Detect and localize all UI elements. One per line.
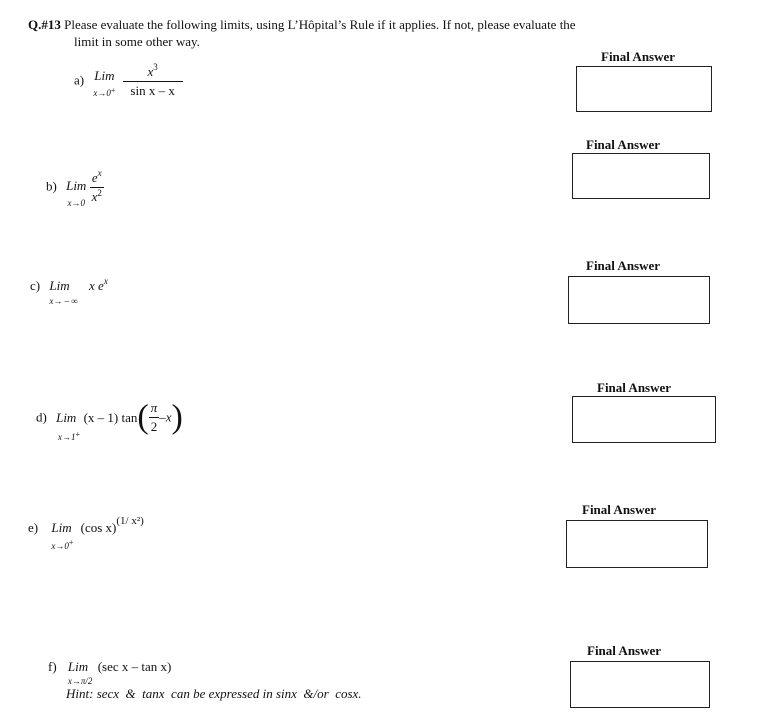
part-e-sub-sup: + — [68, 538, 74, 547]
part-f-expr: (sec x – tan x) — [97, 659, 172, 674]
part-e-label: e) — [28, 520, 39, 535]
final-answer-box-f[interactable] — [570, 661, 710, 708]
part-a-numerator: x — [147, 64, 154, 79]
part-a-label: a) — [74, 72, 85, 88]
part-f-sub: x→π/2 — [67, 676, 93, 686]
part-c-expr: x e — [89, 278, 104, 293]
final-answer-label-d: Final Answer — [597, 380, 672, 395]
question-number: Q.#13 — [28, 17, 61, 32]
part-d-frac-num: π — [150, 400, 158, 415]
part-d-right-paren: ) — [171, 398, 183, 436]
part-c-label: c) — [30, 278, 41, 293]
part-a-numerator-sup: 3 — [153, 62, 158, 72]
question-line-1 — [28, 16, 668, 33]
part-e-expr: (cos x) — [80, 520, 117, 535]
final-answer-label-e: Final Answer — [582, 502, 657, 517]
final-answer-label-b: Final Answer — [586, 137, 661, 152]
part-d-lim: Lim — [56, 409, 77, 425]
final-answer-box-d[interactable] — [572, 396, 716, 443]
part-b-denominator: x — [91, 189, 98, 204]
part-d-left-paren: ( — [137, 398, 149, 436]
part-f-label: f) — [48, 659, 57, 674]
final-answer-box-e[interactable] — [566, 520, 708, 568]
part-a-sub-sup: + — [110, 85, 116, 95]
question-prompt-2: limit in some other way. — [74, 34, 200, 49]
part-d-expr-post: –x — [159, 409, 172, 425]
part-e-lim: Lim — [51, 520, 72, 535]
part-a-lim: Lim — [94, 67, 115, 83]
part-c-expr-sup: x — [103, 276, 108, 286]
final-answer-label-c: Final Answer — [586, 258, 661, 273]
question-header — [28, 16, 668, 50]
part-a-denominator: sin x – x — [123, 81, 183, 99]
part-e-expr-sup: (1/ x²) — [116, 515, 144, 527]
part-d-frac-den: 2 — [150, 419, 158, 434]
final-answer-label-f: Final Answer — [587, 643, 662, 658]
part-d-expr-pre: (x – 1) tan — [83, 409, 138, 425]
final-answer-box-a[interactable] — [576, 66, 712, 112]
part-b-numerator-sup: x — [97, 168, 102, 178]
part-d-fraction — [149, 400, 160, 435]
final-answer-box-c[interactable] — [568, 276, 710, 324]
part-a — [74, 64, 183, 99]
part-a-sub: x→0 — [93, 87, 111, 98]
part-d-label: d) — [36, 409, 47, 425]
part-f-hint: Hint: secx & tanx can be expressed in sinx &/or cosx. — [66, 686, 362, 701]
part-b-lim: Lim — [66, 177, 87, 193]
part-c-sub: x→ – ∞ — [49, 296, 78, 306]
part-d-sub: x→1 — [58, 432, 76, 442]
final-answer-label-a: Final Answer — [601, 49, 676, 64]
final-answer-box-b[interactable] — [572, 153, 710, 199]
part-b-denominator-sup: 2 — [97, 188, 102, 198]
part-a-fraction — [123, 64, 183, 99]
part-e — [28, 515, 144, 552]
part-c-lim: Lim — [49, 278, 70, 293]
part-e-sub: x→0 — [51, 541, 69, 551]
part-c — [30, 278, 108, 310]
part-b — [46, 168, 104, 208]
part-b-sub: x→0 — [67, 197, 85, 208]
part-b-fraction — [90, 170, 104, 205]
part-b-label: b) — [46, 178, 57, 194]
part-b-numerator: e — [91, 170, 98, 185]
question-prompt-1: Please evaluate the following limits, using L’Hôpital’s Rule if it applies. If not, please evaluate the — [64, 17, 576, 32]
part-d-sub-sup: + — [75, 430, 81, 439]
part-f-lim: Lim — [67, 659, 89, 674]
